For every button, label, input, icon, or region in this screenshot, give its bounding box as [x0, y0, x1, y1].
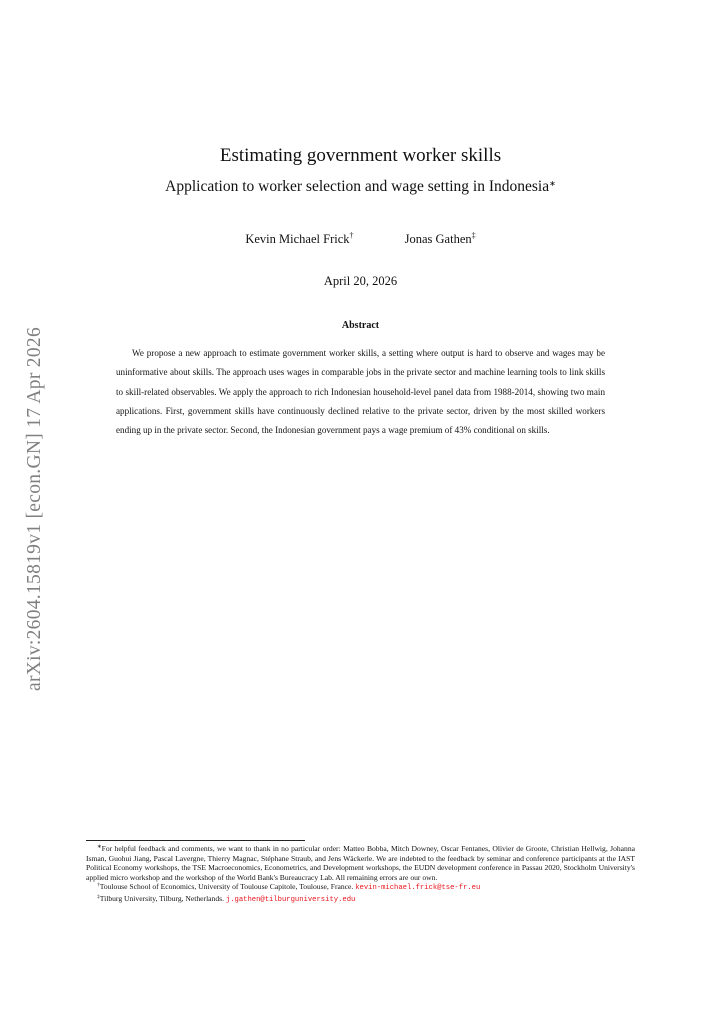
- arxiv-identifier: arXiv:2604.15819v1 [econ.GN] 17 Apr 2026: [24, 326, 45, 692]
- author-footnote-mark: †: [349, 231, 354, 240]
- email-link[interactable]: kevin-michael.frick@tse-fr.eu: [355, 884, 481, 893]
- author-footnote-mark: ‡: [471, 231, 476, 240]
- footnote-affiliation: [86, 882, 635, 894]
- abstract-heading: Abstract: [341, 320, 380, 331]
- email-link[interactable]: j.gathen@tilburguniversity.edu: [225, 895, 356, 904]
- author: [405, 232, 476, 247]
- paper-date: April 20, 2026: [323, 274, 398, 288]
- footnote-mark: †: [97, 882, 100, 889]
- arxiv-sidebar: [20, 283, 50, 735]
- author-list: [0, 232, 721, 247]
- footnote-acknowledgment: [86, 844, 635, 882]
- footnote-text: Toulouse School of Economics, University of Toulouse Capitole, Toulouse, France.: [99, 882, 354, 892]
- footnote-affiliation: [86, 894, 635, 906]
- footnote-text: For helpful feedback and comments, we want to thank in no particular order: Matteo Bobba, Mitch Downey, Oscar Fentanes, Olivier de Groote, Christian Hellwig, Johanna Isman, Guohui Jiang, Pascal Lavergne, Thierry Magnac, Stéphane Straub, and Jens Wäckerle. We are indebted to the feedback by seminar and conference participants at the IAST Political Economy workshops, the TSE Macroeconomics, Econometrics, and Development workshops, the EUDN development conference in Passau 2020, Stockholm University's applied micro workshop and the workshop of the World Bank's Bureaucracy Lab. All remaining errors are our own.: [86, 844, 635, 882]
- author-name: Kevin Michael Frick: [245, 232, 350, 246]
- footnote-mark: ‡: [97, 893, 100, 900]
- author-name: Jonas Gathen: [404, 232, 472, 246]
- footnotes: [86, 844, 635, 906]
- paper-subtitle: [0, 178, 721, 196]
- footnote-mark: ∗: [97, 844, 102, 850]
- subtitle-footnote-mark: ∗: [549, 179, 556, 188]
- footnote-text: Tilburg University, Tilburg, Netherlands.: [99, 893, 225, 903]
- author: [245, 232, 353, 247]
- abstract-text: We propose a new approach to estimate government worker skills, a setting where output is hard to observe and wages may be uninformative about skills. The approach uses wages in comparable jobs in the private sector and machine learning tools to link skills to skill-related observables. We apply the approach to rich Indonesian household-level panel data from 1988-2014, showing two main applications. First, government skills have continuously declined relative to the private sector, driven by the most skilled workers ending up in the private sector. Second, the Indonesian government pays a wage premium of 43% conditional on skills.: [116, 348, 605, 436]
- paper-title: Estimating government worker skills: [219, 145, 502, 166]
- footnote-divider: [86, 840, 305, 841]
- subtitle-text: Application to worker selection and wage setting in Indonesia: [165, 178, 550, 195]
